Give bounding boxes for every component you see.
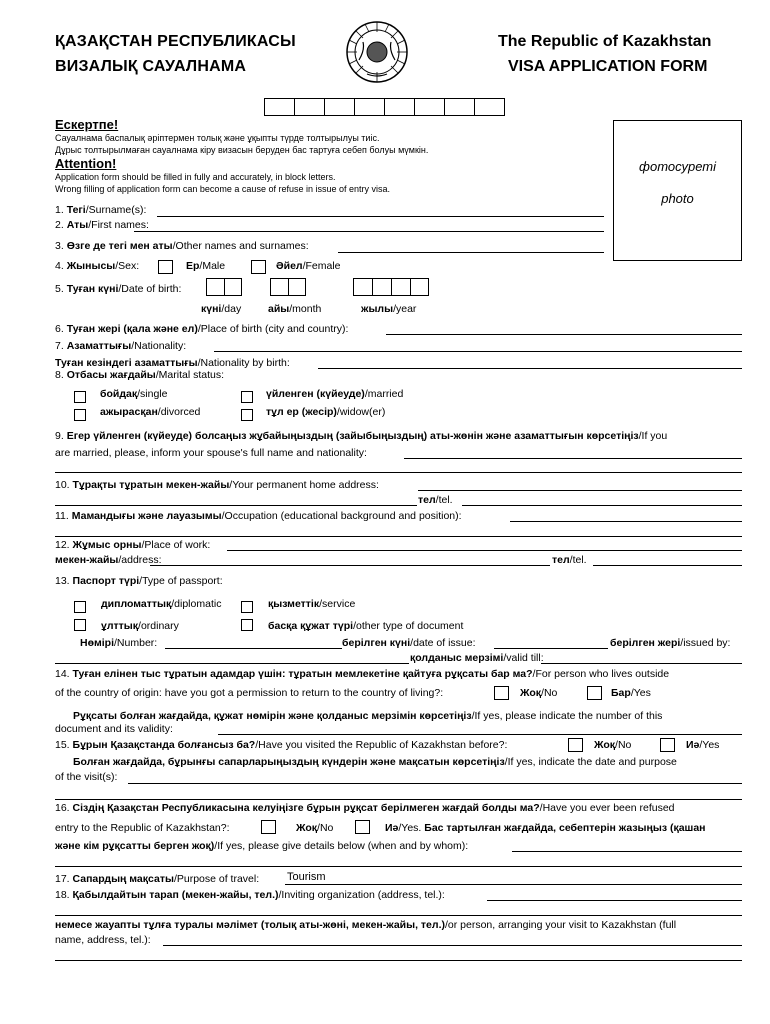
inviting-organization-field-line-2[interactable]	[55, 915, 742, 916]
return-permission-no-checkbox[interactable]	[494, 686, 509, 700]
inviting-person-field-line-2[interactable]	[55, 960, 742, 961]
spouse-field-line-2[interactable]	[55, 472, 742, 473]
passport-number-field[interactable]	[165, 648, 342, 649]
sex-male-checkbox[interactable]	[158, 260, 173, 274]
previous-visits-field-line-2[interactable]	[55, 799, 742, 800]
dob-year-boxes[interactable]	[353, 278, 429, 296]
dob-year-label: жылы/year	[361, 303, 417, 315]
dob-day-boxes[interactable]	[206, 278, 242, 296]
field-6-label: 6. Туған жері (қала және ел)/Place of birth (city and country):	[55, 323, 349, 335]
place-of-work-field[interactable]	[227, 550, 742, 551]
work-tel-field[interactable]	[593, 565, 742, 566]
field-14-label: 14. Туған елінен тыс тұратын адамдар үшін: тұратын мемлекетіне қайтуға рұқсаты бар ма?/For person who lives outside	[55, 668, 670, 680]
purpose-of-travel-value[interactable]: Tourism	[287, 871, 326, 883]
photo-label-en: photo	[661, 191, 694, 206]
refused-no-checkbox[interactable]	[261, 820, 276, 834]
dob-day-label: күні/day	[201, 303, 242, 315]
field-7-label: 7. Азаматтығы/Nationality:	[55, 340, 187, 352]
passport-valid-field[interactable]	[541, 663, 742, 664]
refusal-details-field-line-2[interactable]	[55, 866, 742, 867]
field-8-label: 8. Отбасы жағдайы/Marital status:	[55, 369, 225, 381]
passport-ordinary-checkbox[interactable]	[74, 619, 86, 631]
marital-single-checkbox[interactable]	[74, 391, 86, 403]
warning-title-kz: Ескертпе!	[55, 117, 119, 132]
warning-line-kz-2: Дұрыс толтырылмаған сауалнама кіру визасын беруден бас тартуға себеп болуы мүмкін.	[55, 145, 429, 155]
field-13-label: 13. Паспорт түрі/Type of passport:	[55, 575, 223, 587]
marital-widow-label: тұл ер (жесір)/widow(er)	[266, 406, 386, 418]
refused-no-label: Жоқ/No	[296, 822, 334, 834]
field-15-label: 15. Бұрын Қазақстанда болғансыз ба?/Have you visited the Republic of Kazakhstan before?:	[55, 739, 508, 751]
passport-issued-by-label: берілген жері/issued by:	[610, 637, 731, 649]
home-address-field[interactable]	[418, 490, 742, 491]
marital-divorced-label: ажырасқан/divorced	[100, 406, 201, 418]
field-12-label: 12. Жұмыс орны/Place of work:	[55, 539, 211, 551]
field-15-detail: Болған жағдайда, бұрынғы сапарларыңыздың күндерін және мақсатын көрсетіңіз/If yes, indicate the date and purpose	[73, 756, 677, 768]
passport-other-label: басқа құжат түрі/other type of document	[268, 620, 464, 632]
place-of-birth-field[interactable]	[386, 334, 742, 335]
return-permission-yes-label: Бар/Yes	[611, 687, 651, 699]
field-1-label: 1. Тегі/Surname(s):	[55, 204, 147, 216]
passport-ordinary-label: ұлттық/ordinary	[101, 620, 179, 632]
sex-female-checkbox[interactable]	[251, 260, 266, 274]
header-subtitle-en: VISA APPLICATION FORM	[508, 58, 708, 75]
photo-box[interactable]	[613, 120, 742, 261]
reference-number-boxes[interactable]	[264, 98, 505, 116]
field-16-detail-cont: және кім рұқсатты берген жоқ)/If yes, please give details below (when and by whom):	[55, 840, 469, 852]
marital-widow-checkbox[interactable]	[241, 409, 253, 421]
return-permission-no-label: Жоқ/No	[520, 687, 558, 699]
field-9-label-cont: are married, please, inform your spouse's full name and nationality:	[55, 447, 367, 459]
passport-other-checkbox[interactable]	[241, 619, 253, 631]
warning-line-en-2: Wrong filling of application form can become a cause of refuse in issue of entry visa.	[55, 184, 391, 194]
passport-issue-label: берілген күні/date of issue:	[342, 637, 476, 649]
field-15-detail-cont: of the visit(s):	[55, 771, 118, 783]
passport-number-row: Нөмірі/Number:	[80, 637, 158, 649]
return-permission-details-field[interactable]	[218, 734, 742, 735]
visited-yes-label: Иә/Yes	[686, 739, 720, 751]
surname-field[interactable]	[157, 216, 604, 217]
occupation-field[interactable]	[510, 521, 742, 522]
field-5-label: 5. Туған күні/Date of birth:	[55, 283, 182, 295]
field-9-label: 9. Егер үйленген (күйеуде) болсаңыз жұбайыңыздың (зайыбыңыздың) аты-жөнін және азаматтығын көрсетіңіз/If you	[55, 430, 668, 442]
passport-valid-label: қолданыс мерзімі/valid till:	[410, 652, 544, 664]
dob-month-label: айы/month	[268, 303, 322, 315]
field-3-label: 3. Өзге де тегі мен аты/Other names and surnames:	[55, 240, 309, 252]
field-10-label: 10. Тұрақты тұратын мекен-жайы/Your permanent home address:	[55, 479, 379, 491]
nationality-field[interactable]	[214, 351, 742, 352]
passport-diplomatic-checkbox[interactable]	[74, 601, 86, 613]
occupation-field-line-2[interactable]	[55, 536, 742, 537]
marital-married-checkbox[interactable]	[241, 391, 253, 403]
home-address-field-line-2[interactable]	[55, 505, 417, 506]
dob-month-boxes[interactable]	[270, 278, 306, 296]
refused-yes-label: Иә/Yes. Бас тартылған жағдайда, себептерін жазыңыз (қашан	[385, 822, 706, 834]
purpose-of-travel-field[interactable]	[285, 884, 742, 885]
header-title-en: The Republic of Kazakhstan	[498, 33, 712, 50]
passport-diplomatic-label: дипломаттық/diplomatic	[101, 598, 222, 610]
marital-married-label: үйленген (күйеуде)/married	[266, 388, 404, 400]
passport-issued-by-field[interactable]	[55, 663, 409, 664]
field-2-label: 2. Аты/First names:	[55, 219, 149, 231]
work-address-field[interactable]	[150, 565, 550, 566]
state-emblem-icon	[345, 20, 409, 84]
spouse-field[interactable]	[404, 458, 742, 459]
passport-service-label: қызметтік/service	[268, 598, 356, 610]
field-16-label-cont: entry to the Republic of Kazakhstan?:	[55, 822, 230, 834]
first-name-field[interactable]	[134, 231, 604, 232]
field-18-label: 18. Қабылдайтын тарап (мекен-жайы, тел.)/Inviting organization (address, tel.):	[55, 889, 445, 901]
inviting-organization-field[interactable]	[487, 900, 742, 901]
inviting-person-label: немесе жауапты тұлға туралы мәлімет (толық аты-жөні, мекен-жайы, тел.)/or person, arranging your visit to Kazakhstan (full	[55, 919, 677, 931]
warning-line-kz-1: Сауалнама баспалық әріптермен толық және ұқыпты түрде толтырылуы тиіс.	[55, 133, 380, 143]
warning-title-en: Attention!	[55, 156, 117, 171]
header-title-kz: ҚАЗАҚСТАН РЕСПУБЛИКАСЫ	[55, 33, 296, 50]
inviting-person-field[interactable]	[163, 945, 742, 946]
refused-yes-checkbox[interactable]	[355, 820, 370, 834]
other-names-field[interactable]	[338, 252, 604, 253]
photo-label-kz: фотосуреті	[638, 159, 717, 174]
visited-yes-checkbox[interactable]	[660, 738, 675, 752]
field-11-label: 11. Мамандығы және лауазымы/Occupation (educational background and position):	[55, 510, 462, 522]
return-permission-yes-checkbox[interactable]	[587, 686, 602, 700]
previous-visits-field[interactable]	[128, 783, 742, 784]
field-17-label: 17. Сапардың мақсаты/Purpose of travel:	[55, 873, 260, 885]
visited-no-checkbox[interactable]	[568, 738, 583, 752]
passport-issue-field[interactable]	[494, 648, 608, 649]
refusal-details-field[interactable]	[512, 851, 742, 852]
work-address-label: мекен-жайы/address:	[55, 554, 162, 566]
inviting-person-label-cont: name, address, tel.):	[55, 934, 151, 946]
nationality-by-birth-field[interactable]	[318, 368, 742, 369]
work-tel-label: тел/tel.	[552, 554, 587, 566]
field-14-detail-cont: document and its validity:	[55, 723, 173, 735]
home-tel-field[interactable]	[462, 505, 742, 506]
field-14-detail: Рұқсаты болған жағдайда, құжат нөмірін және қолданыс мерзімін көрсетіңіз/If yes, please indicate the number of this	[73, 710, 663, 722]
sex-male-label: Ер/Male	[186, 260, 226, 272]
marital-divorced-checkbox[interactable]	[74, 409, 86, 421]
field-4-label: 4. Жынысы/Sex:	[55, 260, 140, 272]
marital-single-label: бойдақ/single	[100, 388, 168, 400]
visited-no-label: Жоқ/No	[594, 739, 632, 751]
warning-line-en-1: Application form should be filled in fully and accurately, in block letters.	[55, 172, 336, 182]
field-16-label: 16. Сіздің Қазақстан Республикасына келуіңізге бұрын рұқсат берілмеген жағдай болды ма?/Have you ever been refused	[55, 802, 675, 814]
sex-female-label: Әйел/Female	[276, 260, 341, 272]
passport-service-checkbox[interactable]	[241, 601, 253, 613]
header-subtitle-kz: ВИЗАЛЫҚ САУАЛНАМА	[55, 58, 247, 75]
home-tel-label: тел/tel.	[418, 494, 453, 506]
field-14-label-cont: of the country of origin: have you got a permission to return to the country of living?:	[55, 687, 444, 699]
nationality-by-birth-label: Туған кезіндегі азаматтығы/Nationality by birth:	[55, 357, 290, 369]
